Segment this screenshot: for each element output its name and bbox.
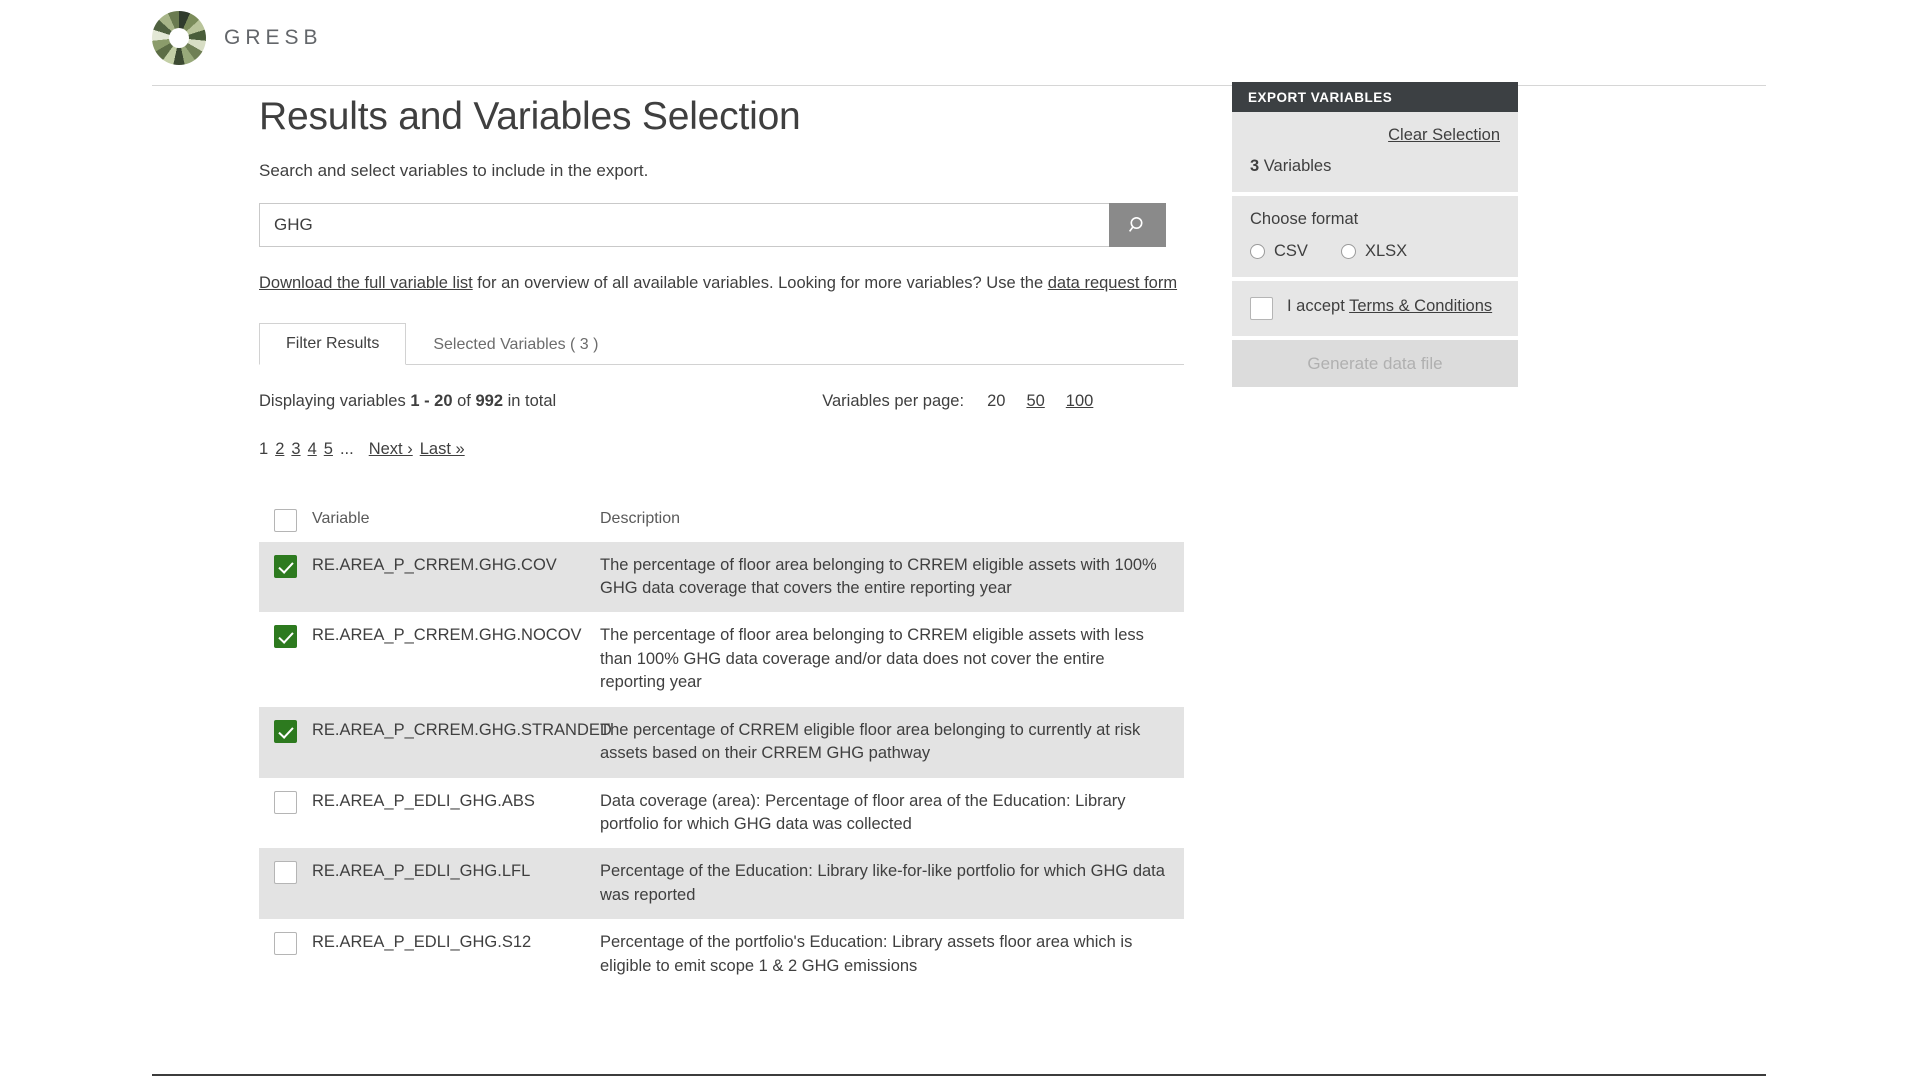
page-2[interactable]: 2 [275,439,285,458]
format-radio-csv[interactable] [1250,244,1265,259]
download-variable-list-link[interactable]: Download the full variable list [259,274,473,292]
generate-data-file-button[interactable]: Generate data file [1232,340,1518,387]
row-description: Percentage of the portfolio's Education: Library assets floor area which is eligible to emit scope 1 & 2 GHG emissions [600,933,1133,975]
export-panel [1232,82,1518,387]
select-all-cell [259,508,312,532]
row-checkbox-cell [259,931,312,955]
header-divider [152,85,1766,86]
pagination [259,440,1199,459]
per-page-control [822,392,1093,411]
format-radio-group [1250,242,1500,261]
row-variable: RE.AREA_P_EDLI_GHG.ABS [312,791,535,810]
table-row [259,707,1184,778]
table-header-row [259,504,1184,542]
accept-terms-text [1287,295,1492,319]
results-summary-row [259,392,1184,411]
row-checkbox[interactable] [274,555,297,578]
selection-section [1232,112,1518,196]
pagination-last[interactable]: Last » [419,439,465,458]
export-panel-header: EXPORT VARIABLES [1232,82,1518,112]
clear-selection-row [1250,126,1500,145]
row-checkbox-cell [259,790,312,814]
helper-text [259,271,1184,297]
row-checkbox[interactable] [274,861,297,884]
pagination-next[interactable]: Next › [368,439,413,458]
displaying-middle: of [452,391,476,410]
format-label-csv: CSV [1274,242,1308,260]
tabs [259,323,1184,365]
format-section [1232,196,1518,281]
row-variable: RE.AREA_P_CRREM.GHG.NOCOV [312,626,582,645]
per-page-option-100[interactable]: 100 [1065,391,1094,410]
pagination-ellipsis: ... [339,439,354,458]
displaying-text [259,392,556,411]
per-page-option-20[interactable]: 20 [987,391,1006,410]
per-page-label: Variables per page: [822,391,965,410]
terms-section [1232,281,1518,340]
row-checkbox-cell [259,624,312,648]
table-row [259,919,1184,990]
brand-name: GRESB [224,25,323,49]
page-4[interactable]: 4 [307,439,317,458]
search-icon [1128,215,1148,235]
row-description: Data coverage (area): Percentage of floor area of the Education: Library portfolio for which GHG data was collected [600,791,1126,833]
select-all-checkbox[interactable] [274,509,297,532]
row-checkbox-cell [259,719,312,743]
page-subtitle: Search and select variables to include in the export. [259,161,649,180]
tab-selected-variables[interactable]: Selected Variables ( 3 ) [433,335,599,353]
footer-divider [152,1074,1766,1076]
displaying-suffix: in total [503,391,557,410]
row-description: The percentage of CRREM eligible floor area belonging to currently at risk assets based on their CRREM GHG pathway [600,720,1141,763]
site-header [0,0,1920,75]
accept-terms-prefix: I accept [1287,297,1350,315]
variables-count-text [1250,157,1500,176]
displaying-total: 992 [475,391,503,410]
accept-terms-checkbox[interactable] [1250,297,1273,320]
variables-count-value: 3 [1250,157,1260,175]
helper-text-middle: for an overview of all available variables. Looking for more variables? Use the [472,274,1048,292]
row-checkbox-cell [259,860,312,884]
table-row [259,542,1184,613]
row-variable: RE.AREA_P_CRREM.GHG.COV [312,555,557,574]
row-checkbox[interactable] [274,625,297,648]
main-content [259,95,1199,990]
row-variable: RE.AREA_P_CRREM.GHG.STRANDED [312,720,612,739]
table-row [259,778,1184,849]
search-button[interactable] [1109,203,1166,247]
row-checkbox[interactable] [274,720,297,743]
row-variable: RE.AREA_P_EDLI_GHG.LFL [312,862,531,881]
table-row [259,612,1184,706]
tab-filter-results[interactable]: Filter Results [259,323,406,365]
row-description: The percentage of floor area belonging to CRREM eligible assets with 100% GHG data coverage that covers the entire reporting year [600,555,1157,597]
column-header-variable: Variable [312,509,370,527]
accept-terms-row [1250,295,1500,320]
format-label-xlsx: XLSX [1364,242,1408,260]
row-checkbox[interactable] [274,791,297,814]
page-3[interactable]: 3 [291,439,301,458]
table-row [259,848,1184,919]
row-variable: RE.AREA_P_EDLI_GHG.S12 [312,933,532,952]
terms-and-conditions-link[interactable]: Terms & Conditions [1349,297,1493,315]
displaying-range: 1 - 20 [410,391,453,410]
page-title: Results and Variables Selection [259,95,801,138]
column-header-description: Description [600,509,681,527]
clear-selection-link[interactable]: Clear Selection [1388,126,1500,144]
data-request-form-link[interactable]: data request form [1047,274,1178,292]
search-input[interactable] [259,203,1109,247]
row-description: The percentage of floor area belonging to CRREM eligible assets with less than 100% GHG data coverage and/or data does not cover the entire reporting year [600,626,1144,692]
page-1[interactable]: 1 [259,439,269,458]
row-description: Percentage of the Education: Library like-for-like portfolio for which GHG data was reported [600,862,1165,904]
gresb-wheel-icon [152,11,206,65]
row-checkbox[interactable] [274,932,297,955]
variables-count-label: Variables [1259,157,1332,175]
row-checkbox-cell [259,554,312,578]
page-5[interactable]: 5 [323,439,333,458]
search-row [259,203,1166,247]
choose-format-label: Choose format [1250,210,1359,228]
brand-block [152,0,323,75]
displaying-prefix: Displaying variables [259,391,411,410]
format-radio-xlsx[interactable] [1341,244,1356,259]
per-page-option-50[interactable]: 50 [1026,391,1045,410]
variables-table [259,504,1184,990]
